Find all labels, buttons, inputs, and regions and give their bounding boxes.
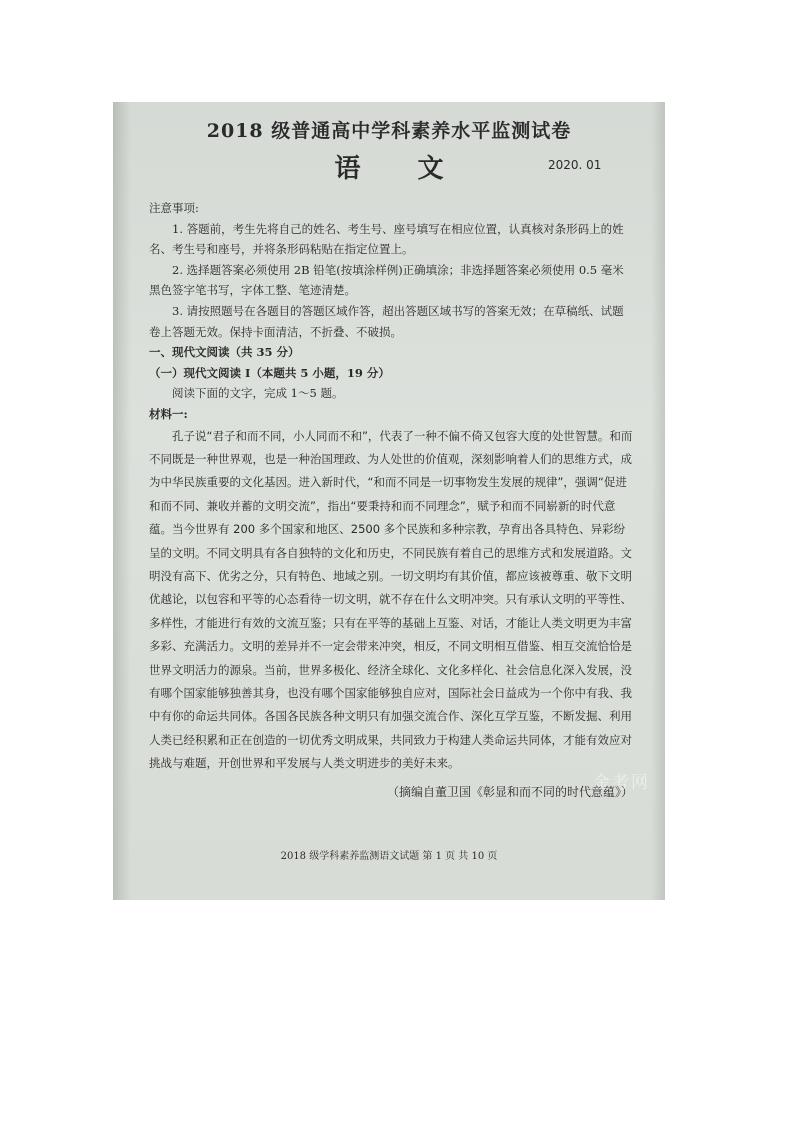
section-title: 一、现代文阅读（共 35 分） — [149, 345, 300, 360]
subject-title: 语 文 — [334, 154, 468, 184]
section-subtitle: （一）现代文阅读 I（本题共 5 小题，19 分） — [149, 365, 390, 380]
page-footer: 2018 级学科素养监测语文试题 第 1 页 共 10 页 — [280, 851, 498, 862]
notice-item-1: 1. 答题前，考生先将自己的姓名、考生号、座号填写在相应位置，认真核对条形码上的姓名、考生号和座号，并将条形码粘贴在指定位置上。 — [149, 221, 624, 257]
notice-item-3: 3. 请按照题号在各题目的答题区域作答，超出答题区域书写的答案无效；在草稿纸、试题卷上答题无效。保持卡面清洁，不折叠、不破损。 — [149, 303, 624, 339]
notice-heading: 注意事项: — [149, 201, 199, 215]
exam-date: 2020. 01 — [548, 158, 602, 172]
exam-title: 2018 级普通高中学科素养水平监测试卷 — [206, 120, 572, 142]
photo-edge-shadow-right — [651, 102, 665, 900]
watermark: 金考网 — [593, 773, 650, 793]
reading-passage: 孔子说“君子和而不同，小人同而不和”，代表了一种不偏不倚又包容大度的处世智慧。和而不同既是一种世界观，也是一种治国理政、为人处世的价值观，深刻影响着人们的思维方式，成为中华民族重要的文化基因。进入新时代，“和而不同是一切事物发生发展的规律”，强调“促进和而不同、兼收并蓄的文明交流”，指出“要秉持和而不同理念”，赋予和而不同崭新的时代意蕴。当今世界有 200 多个国家和地区、2500 多个民族和多种宗教，孕育出各具特色、异彩纷呈的文明。不同文明具有各自独特的文化和历史，不同民族有着自己的思维方式和发展道路。文明没有高下、优劣之分，只有特色、地域之别。一切文明均有其价值，都应该被尊重、敬下文明优越论，以包容和平等的心态看待一切文明，就不存在什么文明冲突。只有承认文明的平等性、多样性，才能进行有效的文流互鉴；只有在平等的基础上互鉴、对话，才能让人类文明更为丰富多彩、充满活力。文明的差异并不一定会带来冲突，相反，不同文明相互借鉴、相互交流恰恰是世界文明活力的源泉。当前，世界多极化、经济全球化、文化多样化、社会信息化深入发展，没有哪个国家能够独善其身，也没有哪个国家能够独自应对，国际社会日益成为一个你中有我、我中有你的命运共同体。各国各民族各种文明只有加强交流合作、深化互学互鉴，不断发掘、利用人类已经积累和正在创造的一切优秀文明成果，共同致力于构建人类命运共同体，才能有效应对挑战与难题，开创世界和平发展与人类文明进步的美好未来。 — [149, 428, 633, 771]
photo-edge-shadow-left — [113, 102, 131, 900]
material-label: 材料一: — [149, 406, 188, 421]
notice-item-2: 2. 选择题答案必须使用 2B 铅笔(按填涂样例)正确填涂；非选择题答案必须使用 0.5 毫米黑色签字笔书写，字体工整、笔迹清楚。 — [149, 262, 624, 298]
exam-body — [149, 198, 635, 802]
passage-citation: （摘编自董卫国《彰显和而不同的时代意蕴》） — [386, 784, 633, 799]
section-instruction: 阅读下面的文字，完成 1～5 题。 — [172, 386, 344, 401]
exam-page-photo — [113, 102, 665, 900]
